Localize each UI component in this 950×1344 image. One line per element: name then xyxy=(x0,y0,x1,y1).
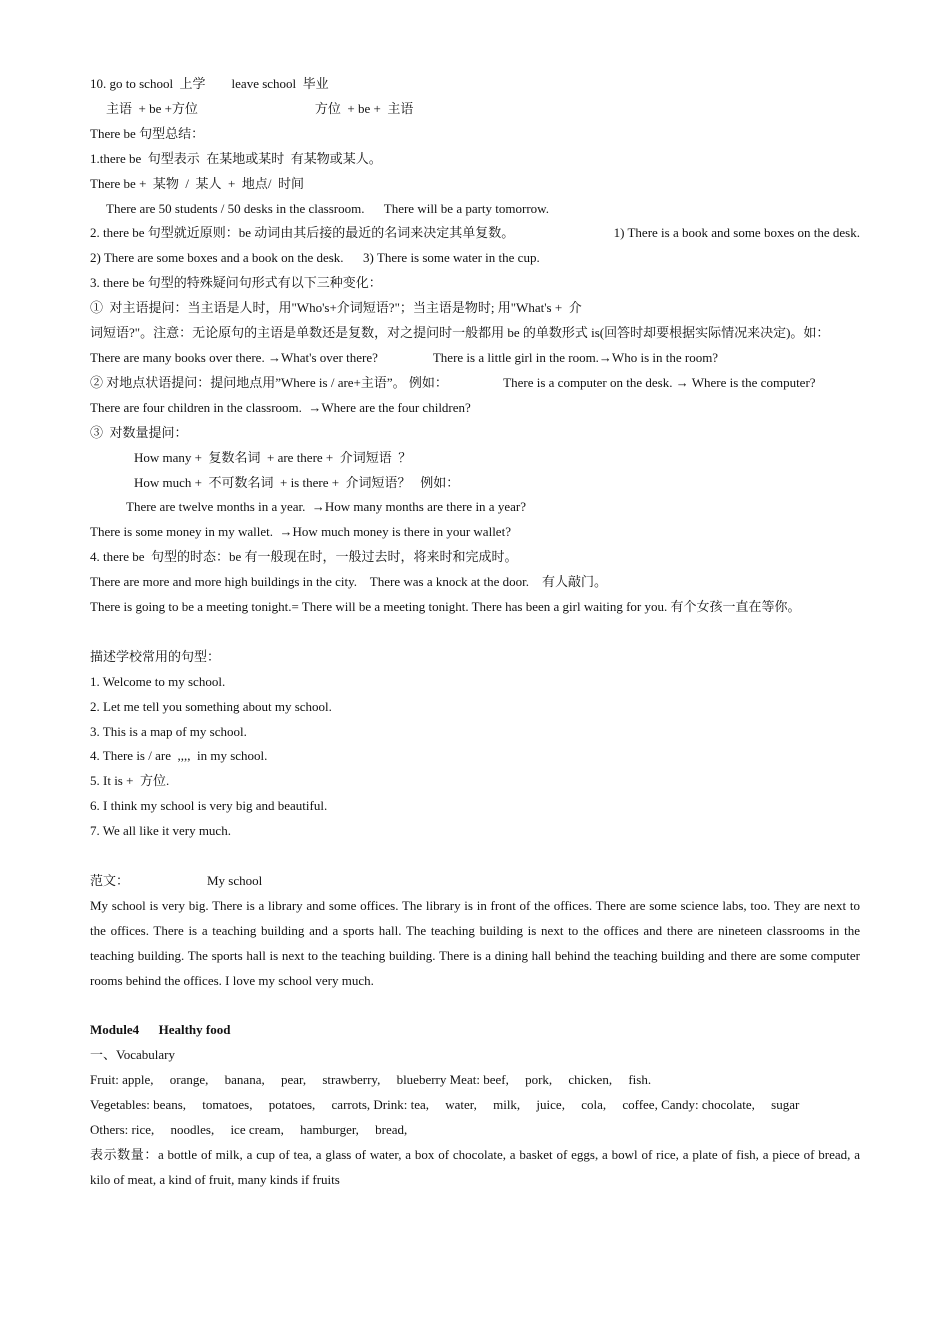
text-paragraph xyxy=(90,371,860,396)
text-line: 1.there be 句型表示 在某地或某时 有某物或某人。 xyxy=(90,150,382,166)
text-line: There are twelve months in a year. →How many months are there in a year? xyxy=(126,499,526,515)
vocabulary-line: Others: rice, noodles, ice cream, hamburger, bread, xyxy=(90,1122,408,1138)
text-line: ① 对主语提问：当主语是人时，用"Who's+介词短语?"；当主语是物时; 用"What's + 介 xyxy=(90,300,582,316)
text-line: There is some money in my wallet. →How much money is there in your wallet? xyxy=(90,524,511,540)
text-paragraph: There is going to be a meeting tonight.= There will be a meeting tonight. There has been a girl waiting for you. 有个女孩一直在等你。 xyxy=(90,599,801,615)
text-line: 主语 + be +方位 方位 + be + 主语 xyxy=(106,100,414,116)
vocabulary-line: Vegetables: beans, tomatoes, potatoes, carrots, Drink: tea, water, milk, juice, cola, coffee, Candy: chocolate, sugar xyxy=(90,1097,800,1113)
list-item: 4. There is / are ,,,, in my school. xyxy=(90,748,268,764)
quantity-paragraph: 表示数量：a bottle of milk, a cup of tea, a glass of water, a box of chocolate, a basket of eggs, a bowl of rice, a plate of fish, a piece of bread, a kilo of meat, a kind of fruit, many kinds if fruits xyxy=(90,1146,860,1187)
text-line: 2) There are some boxes and a book on the desk. 3) There is some water in the cup. xyxy=(90,250,540,266)
text-segment: 2. there be 句型就近原则：be 动词由其后接的最近的名词来决定其单复数。 xyxy=(90,225,515,241)
list-item: 5. It is + 方位. xyxy=(90,773,170,789)
text-line: There are more and more high buildings in the city. There was a knock at the door. 有人敲门。 xyxy=(90,574,607,590)
text-line: How many + 复数名词 + are there + 介词短语 ？ xyxy=(134,449,412,465)
list-item: 3. This is a map of my school. xyxy=(90,723,247,739)
list-item: 2. Let me tell you something about my school. xyxy=(90,698,332,714)
text-line: 10. go to school 上学 leave school 毕业 xyxy=(90,76,329,91)
text-line: ③ 对数量提问： xyxy=(90,424,188,440)
blank-line xyxy=(90,620,860,645)
text-line: There be 句型总结： xyxy=(90,125,205,141)
text-line: How much + 不可数名词 + is there + 介词短语？ 例如： xyxy=(134,474,460,490)
text-line: 3. there be 句型的特殊疑问句形式有以下三种变化： xyxy=(90,275,382,291)
text-paragraph: 词短语?"。注意：无论原句的主语是单数还是复数，对之提问时一般都用 be 的单数形式 is(回答时却要根据实际情况来决定)。如： xyxy=(90,325,830,341)
vocabulary-line: Fruit: apple, orange, banana, pear, strawberry, blueberry Meat: beef, pork, chicken, fish. xyxy=(90,1072,652,1088)
text-line: 4. there be 句型的时态：be 有一般现在时，一般过去时，将来时和完成时。 xyxy=(90,549,518,565)
section-heading: 描述学校常用的句型： xyxy=(90,648,221,664)
essay-title: 范文： My school xyxy=(90,872,263,888)
text-segment: 1) There is a book and some boxes on the desk. xyxy=(613,225,860,241)
text-line: There are many books over there. →What's over there? There is a little girl in the room.→Who is in the room? xyxy=(90,349,719,365)
text-segment: There is a computer on the desk. → Where is the computer? xyxy=(503,374,816,390)
text-line: There are 50 students / 50 desks in the classroom. There will be a party tomorrow. xyxy=(106,200,549,216)
blank-line xyxy=(90,994,860,1019)
text-line: There are four children in the classroom. →Where are the four children? xyxy=(90,399,471,415)
document-page xyxy=(90,72,860,1193)
list-item: 6. I think my school is very big and beautiful. xyxy=(90,798,328,814)
blank-line xyxy=(90,844,860,869)
text-line: There be + 某物 / 某人 + 地点/ 时间 xyxy=(90,175,304,191)
vocabulary-heading: 一、Vocabulary xyxy=(90,1047,175,1063)
list-item: 1. Welcome to my school. xyxy=(90,673,226,689)
text-segment: ② 对地点状语提问：提问地点用”Where is / are+主语”。 例如： xyxy=(90,374,448,390)
module-heading: Module4 Healthy food xyxy=(90,1022,231,1038)
list-item: 7. We all like it very much. xyxy=(90,823,231,839)
essay-paragraph: My school is very big. There is a library and some offices. The library is in front of the offices. There are some science labs, too. They are next to the offices. There is a teaching building and a sports hall. The teaching building is next to the offices and there are nineteen classrooms in the teaching building. The sports hall is next to the teaching building. There is a dining hall behind the teaching building and there are some computer rooms behind the offices. I love my school very much. xyxy=(90,897,860,988)
text-line-row xyxy=(90,221,860,246)
